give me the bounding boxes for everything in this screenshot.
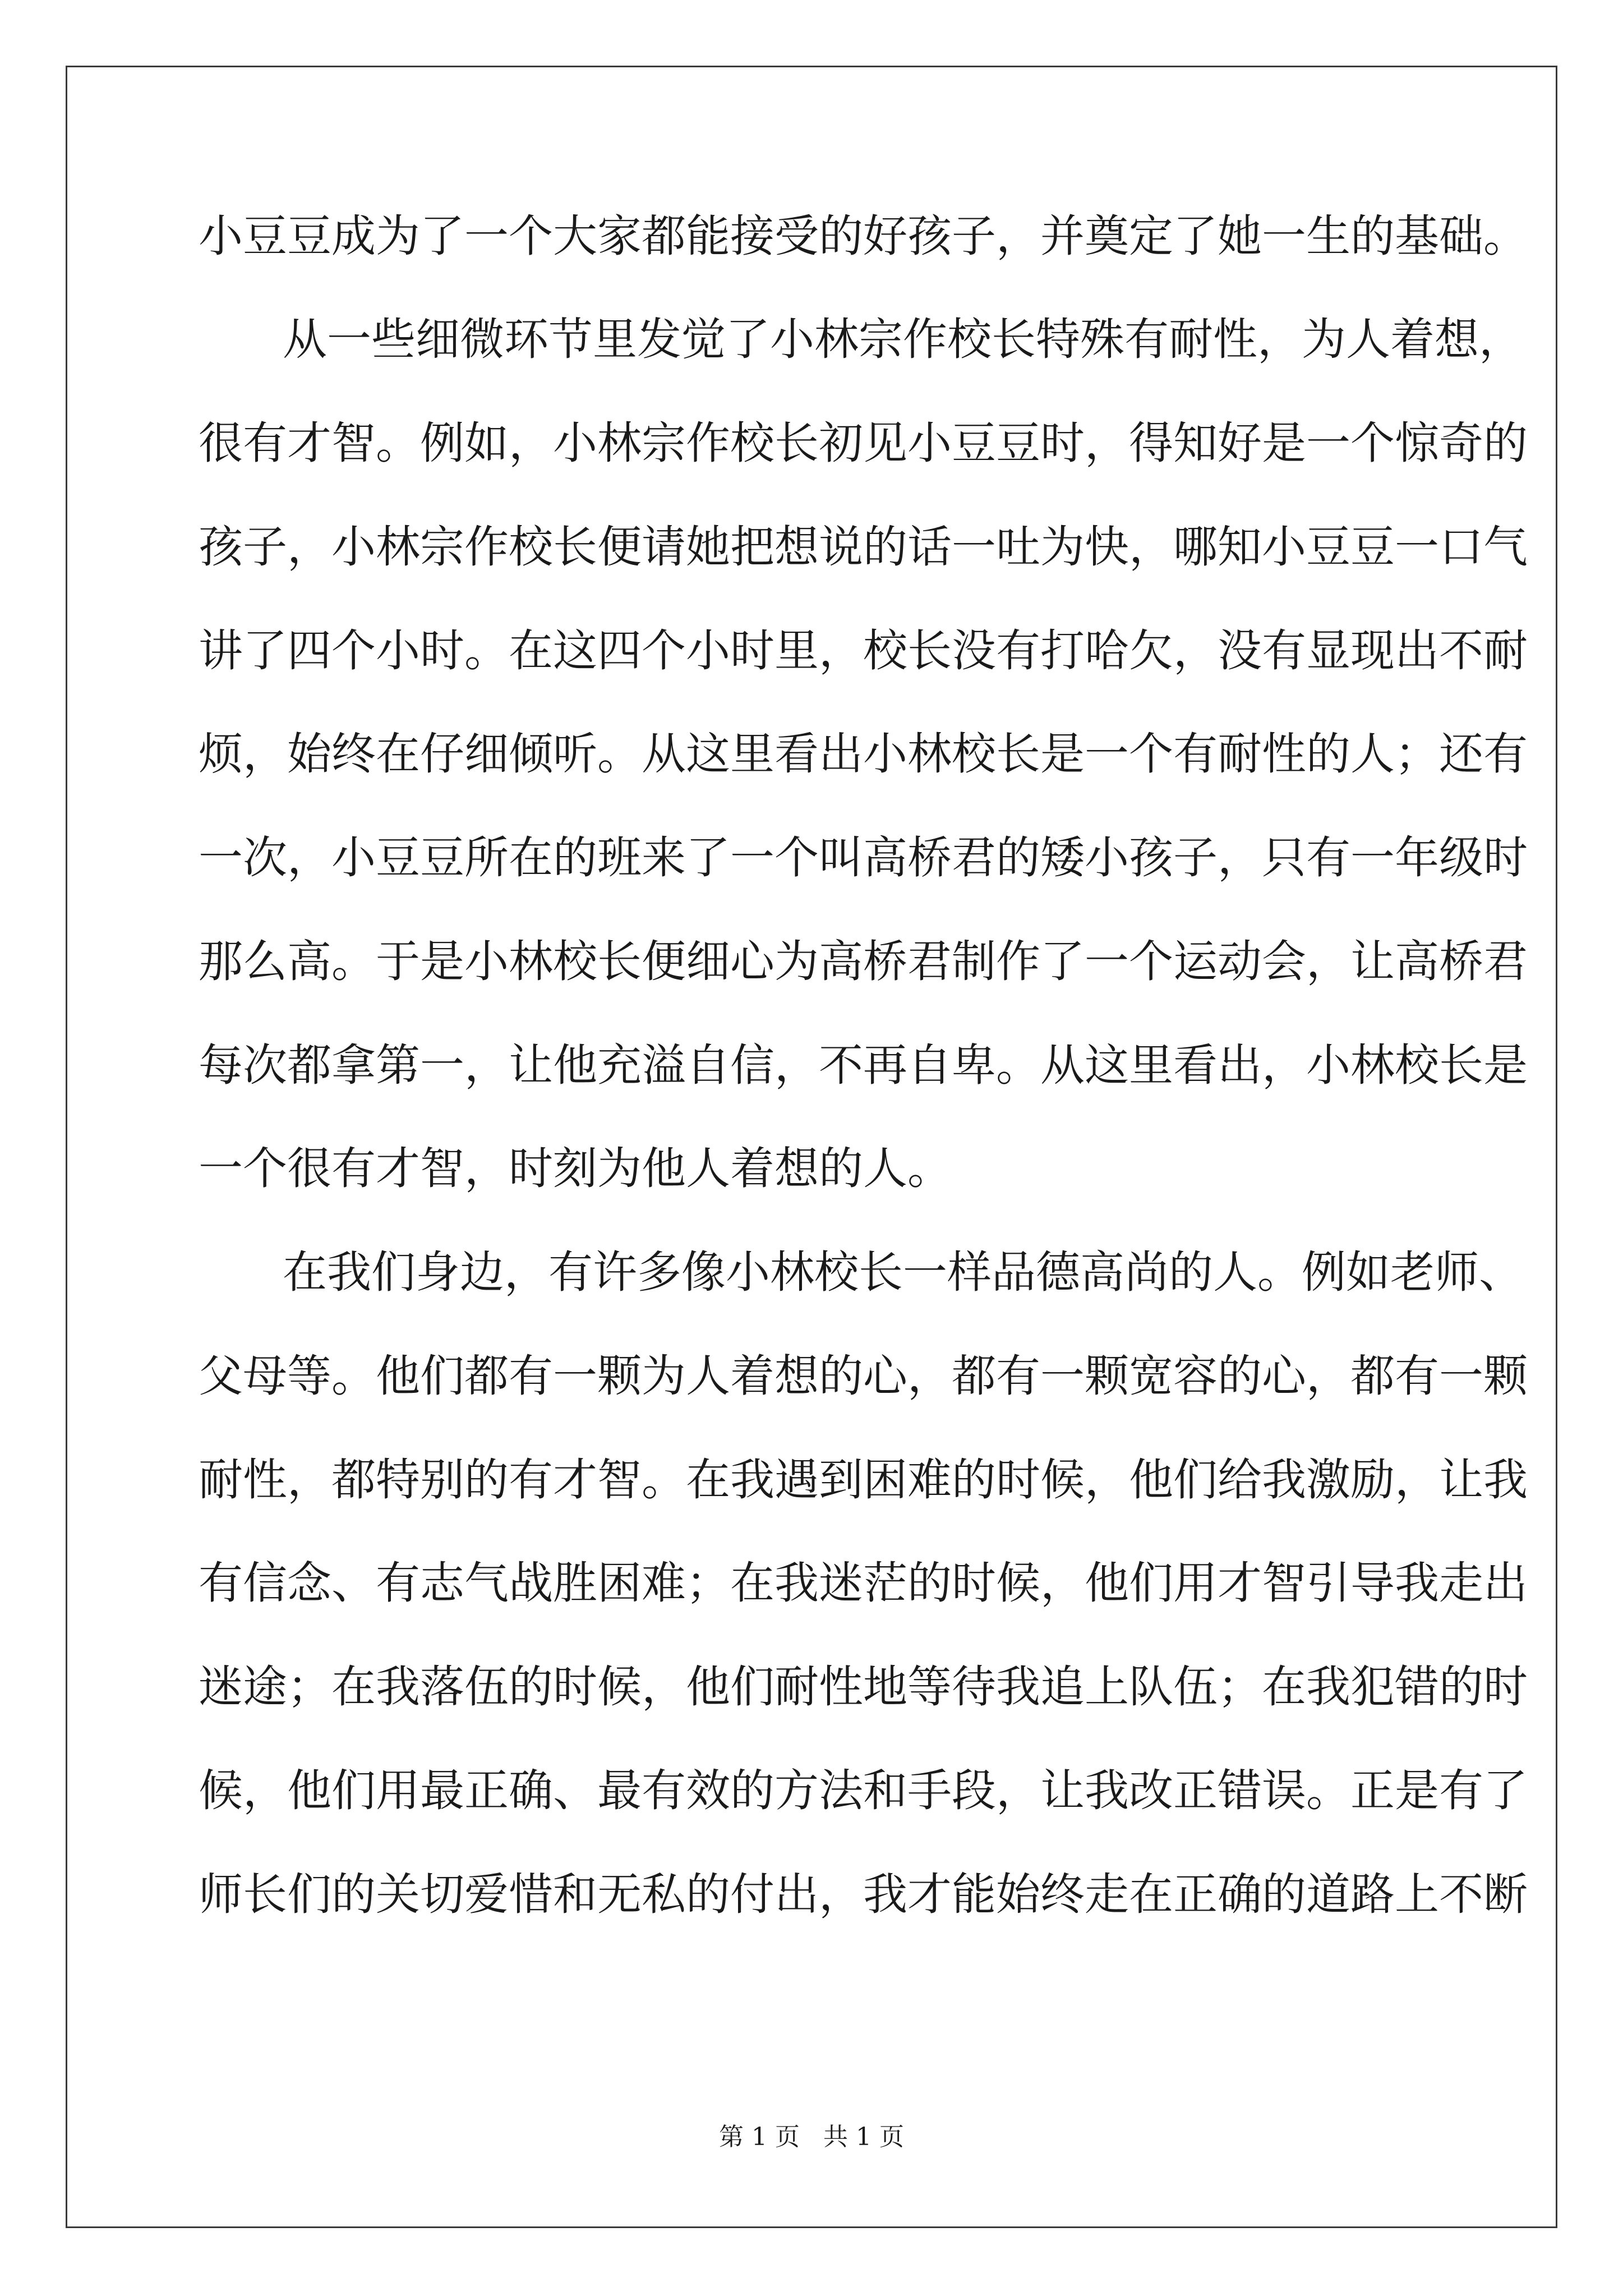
text-line: 一个很有才智，时刻为他人着想的人。 [199,1143,952,1194]
text-line: 那么高。于是小林校长便细心为高桥君制作了一个运动会，让高桥君 [199,936,1528,987]
text-line: 父母等。他们都有一颗为人着想的心，都有一颗宽容的心，都有一颗 [199,1350,1528,1402]
text-line: 孩子，小林宗作校长便请她把想说的话一吐为快，哪知小豆豆一口气 [199,521,1528,573]
text-line: 耐性，都特别的有才智。在我遇到困难的时候，他们给我激励，让我 [199,1454,1528,1506]
text-line: 有信念、有志气战胜困难；在我迷茫的时候，他们用才智引导我走出 [199,1557,1528,1609]
text-line: 小豆豆成为了一个大家都能接受的好孩子，并奠定了她一生的基础。 [199,210,1528,262]
text-line: 候，他们用最正确、最有效的方法和手段，让我改正错误。正是有了 [199,1765,1528,1816]
text-line: 师长们的关切爱惜和无私的付出，我才能始终走在正确的道路上不断 [199,1869,1528,1920]
text-line: 很有才智。例如，小林宗作校长初见小豆豆时，得知好是一个惊奇的 [199,417,1528,469]
text-line: 每次都拿第一，让他充溢自信，不再自卑。从这里看出，小林校长是 [199,1039,1528,1091]
page-number-footer: 第 1 页 共 1 页 [719,2123,904,2151]
text-line: 从一些细微环节里发觉了小林宗作校长特殊有耐性，为人着想， [283,314,1523,365]
text-line: 在我们身边，有许多像小林校长一样品德高尚的人。例如老师、 [283,1246,1523,1298]
text-line: 烦，始终在仔细倾听。从这里看出小林校长是一个有耐性的人；还有 [199,728,1528,780]
text-line: 迷途；在我落伍的时候，他们耐性地等待我追上队伍；在我犯错的时 [199,1661,1528,1713]
text-line: 讲了四个小时。在这四个小时里，校长没有打哈欠，没有显现出不耐 [199,625,1528,677]
text-line: 一次，小豆豆所在的班来了一个叫高桥君的矮小孩子，只有一年级时 [199,832,1528,884]
